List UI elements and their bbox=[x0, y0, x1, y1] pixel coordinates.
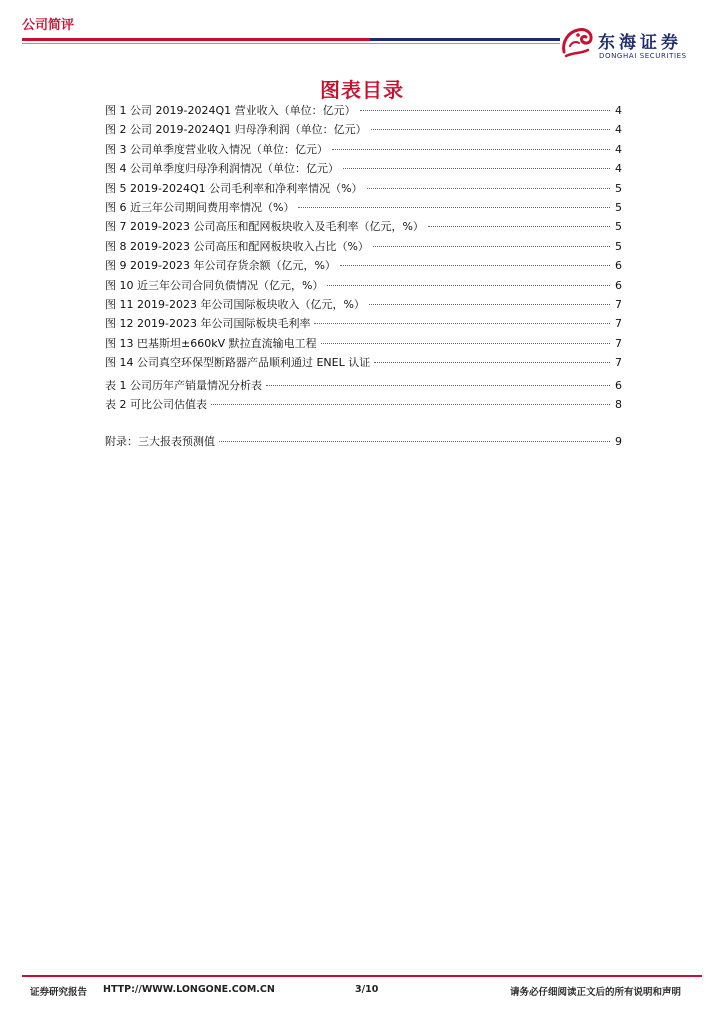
page-title: 图表目录 bbox=[320, 78, 404, 102]
toc-entry-table-1[interactable] bbox=[105, 376, 622, 395]
dot-leader bbox=[373, 246, 610, 247]
dot-leader bbox=[219, 441, 610, 442]
dot-leader bbox=[360, 110, 610, 111]
toc-entry-figure-11[interactable] bbox=[105, 295, 622, 314]
toc-entry-figure-7[interactable] bbox=[105, 217, 622, 236]
header-rule-thin bbox=[22, 43, 560, 44]
footer-page-number: 3/10 bbox=[355, 984, 379, 995]
toc-label: 图 10 近三年公司合同负债情况（亿元，%） bbox=[105, 278, 324, 292]
toc-entry-figure-8[interactable] bbox=[105, 237, 622, 256]
toc-entry-figure-14[interactable] bbox=[105, 353, 622, 372]
footer-website-link[interactable]: HTTP://WWW.LONGONE.COM.CN bbox=[103, 984, 275, 995]
logo-text-cn: 东海证券 bbox=[598, 33, 682, 53]
dot-leader bbox=[340, 265, 610, 266]
toc-entry-table-2[interactable] bbox=[105, 395, 622, 414]
table-list bbox=[105, 376, 622, 415]
toc-page-number: 4 bbox=[615, 123, 622, 137]
toc-label: 图 14 公司真空环保型断路器产品顺利通过 ENEL 认证 bbox=[105, 356, 371, 370]
toc-entry-figure-3[interactable] bbox=[105, 140, 622, 159]
dot-leader bbox=[428, 226, 610, 227]
dot-leader bbox=[343, 168, 610, 169]
toc-entry-appendix[interactable] bbox=[105, 432, 622, 451]
toc-page-number: 6 bbox=[615, 379, 622, 392]
dot-leader bbox=[371, 129, 610, 130]
footer-rule bbox=[22, 975, 702, 977]
toc-page-number: 7 bbox=[615, 336, 622, 350]
donghai-logo bbox=[558, 22, 708, 64]
dot-leader bbox=[369, 304, 610, 305]
logo-text-en: DONGHAI SECURITIES bbox=[599, 52, 687, 60]
header-rule-red bbox=[22, 38, 370, 41]
toc-page-number: 5 bbox=[615, 181, 622, 195]
toc-page-number: 4 bbox=[615, 104, 622, 117]
toc-label: 图 8 2019-2023 公司高压和配网板块收入占比（%） bbox=[105, 239, 369, 253]
toc-page-number: 6 bbox=[615, 259, 622, 273]
appendix-list bbox=[105, 432, 622, 451]
dot-leader bbox=[266, 385, 610, 386]
toc-label: 附录：三大报表预测值 bbox=[105, 435, 215, 448]
toc-page-number: 5 bbox=[615, 220, 622, 234]
toc-page-number: 4 bbox=[615, 142, 622, 156]
toc-label: 图 5 2019-2024Q1 公司毛利率和净利率情况（%） bbox=[105, 181, 363, 195]
dot-leader bbox=[211, 404, 610, 405]
dot-leader bbox=[327, 285, 610, 286]
toc-page-number: 7 bbox=[615, 297, 622, 311]
dot-leader bbox=[332, 149, 610, 150]
dot-leader bbox=[367, 188, 610, 189]
toc-page-number: 6 bbox=[615, 278, 622, 292]
dot-leader bbox=[314, 323, 610, 324]
toc-entry-figure-13[interactable] bbox=[105, 334, 622, 353]
toc-label: 图 1 公司 2019-2024Q1 营业收入（单位：亿元） bbox=[105, 104, 356, 117]
toc-label: 图 11 2019-2023 年公司国际板块收入（亿元，%） bbox=[105, 297, 365, 311]
toc-label: 图 4 公司单季度归母净利润情况（单位：亿元） bbox=[105, 162, 339, 176]
toc-label: 表 2 可比公司估值表 bbox=[105, 398, 207, 412]
toc-label: 图 6 近三年公司期间费用率情况（%） bbox=[105, 200, 295, 214]
toc-page-number: 4 bbox=[615, 162, 622, 176]
toc-entry-figure-9[interactable] bbox=[105, 256, 622, 275]
toc-label: 图 2 公司 2019-2024Q1 归母净利润（单位：亿元） bbox=[105, 123, 367, 137]
toc-page-number: 8 bbox=[615, 398, 622, 412]
toc-entry-figure-12[interactable] bbox=[105, 314, 622, 333]
toc-entry-figure-4[interactable] bbox=[105, 159, 622, 178]
dot-leader bbox=[374, 362, 610, 363]
dragon-emblem-icon bbox=[558, 22, 598, 62]
toc-entry-figure-6[interactable] bbox=[105, 198, 622, 217]
toc-label: 表 1 公司历年产销量情况分析表 bbox=[105, 379, 262, 392]
toc-entry-figure-5[interactable] bbox=[105, 179, 622, 198]
toc-label: 图 12 2019-2023 年公司国际板块毛利率 bbox=[105, 317, 311, 331]
footer-report-label: 证券研究报告 bbox=[30, 987, 88, 998]
toc-label: 图 7 2019-2023 公司高压和配网板块收入及毛利率（亿元，%） bbox=[105, 220, 424, 234]
toc-label: 图 9 2019-2023 年公司存货余额（亿元，%） bbox=[105, 259, 336, 273]
footer-disclaimer: 请务必仔细阅读正文后的所有说明和声明 bbox=[510, 987, 682, 998]
toc-page-number: 7 bbox=[615, 356, 622, 370]
toc-label: 图 13 巴基斯坦±660kV 默拉直流输电工程 bbox=[105, 336, 317, 350]
toc-page-number: 5 bbox=[615, 239, 622, 253]
toc-entry-figure-1[interactable] bbox=[105, 101, 622, 120]
toc-label: 图 3 公司单季度营业收入情况（单位：亿元） bbox=[105, 142, 328, 156]
header-rule-navy bbox=[370, 38, 560, 41]
figure-list bbox=[105, 101, 622, 372]
toc-page-number: 5 bbox=[615, 200, 622, 214]
dot-leader bbox=[321, 343, 610, 344]
dot-leader bbox=[298, 207, 610, 208]
toc-entry-figure-10[interactable] bbox=[105, 276, 622, 295]
toc-page-number: 9 bbox=[615, 435, 622, 448]
toc-entry-figure-2[interactable] bbox=[105, 120, 622, 139]
toc-page-number: 7 bbox=[615, 317, 622, 331]
report-type-tag: 公司简评 bbox=[22, 18, 75, 33]
